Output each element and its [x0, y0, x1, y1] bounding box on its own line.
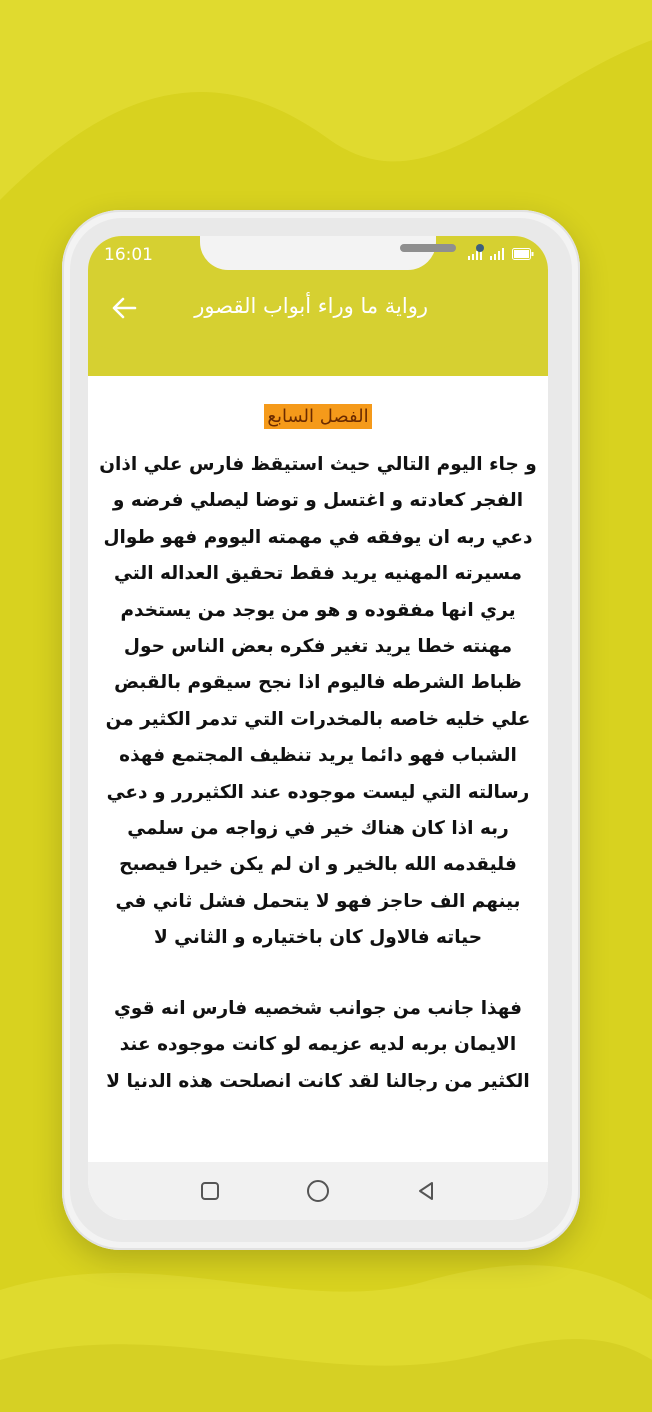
battery-icon: [512, 248, 534, 260]
system-nav-bar: [88, 1162, 548, 1220]
circle-icon: [306, 1179, 330, 1203]
recents-button[interactable]: [197, 1178, 223, 1204]
page-title: رواية ما وراء أبواب القصور: [194, 294, 428, 318]
header-wave: [88, 334, 548, 390]
chapter-title: الفصل السابع: [264, 404, 371, 429]
status-time: 16:01: [104, 245, 153, 265]
speaker: [400, 244, 456, 252]
chapter-content: [98, 396, 538, 1162]
home-button[interactable]: [305, 1178, 331, 1204]
square-icon: [200, 1181, 220, 1201]
back-button[interactable]: [110, 294, 138, 322]
arrow-left-icon: [111, 296, 137, 320]
notch: [200, 236, 436, 270]
app-header: [88, 236, 548, 376]
back-nav-button[interactable]: [413, 1178, 439, 1204]
camera: [476, 244, 484, 252]
paragraph-2: فهذا جانب من جوانب شخصيه فارس انه قوي الايمان بربه لديه عزيمه لو كانت موجوده عند الكثير من رجالنا لقد كانت انصلحت هذه الدنيا لا: [106, 997, 530, 1092]
paragraph-1: و جاء اليوم التالي حيث استيقظ فارس علي اذان الفجر كعادته و اغتسل و توضا ليصلي فرضه و دعي ربه ان يوفقه في مهمته اليووم فهو طوال مسيرته المهنيه يريد فقط تحقيق العداله التي يري انها مفقوده و هو من يوجد من يستخدم مهنته خطا يريد تغير فكره بعض الناس حول ظباط الشرطه فاليوم اذا نجح سيقوم بالقبض علي خليه خاصه بالمخدرات التي تدمر الكثير من الشباب فهو دائما يريد تنظيف المجتمع فهذه رسالته التي ليست موجوده عند الكثيررر و دعي ربه اذا كان هناك خير في زواجه من سلمي فليقدمه الله بالخير و ان لم يكن خيرا فيصبح بينهم الف حاجز فهو لا يتحمل فشل ثاني في حياته فالاول كان باختياره و الثاني لا: [99, 454, 537, 949]
triangle-back-icon: [415, 1180, 437, 1202]
phone-screen: [88, 236, 548, 1220]
signal-icon-2: [490, 248, 506, 260]
